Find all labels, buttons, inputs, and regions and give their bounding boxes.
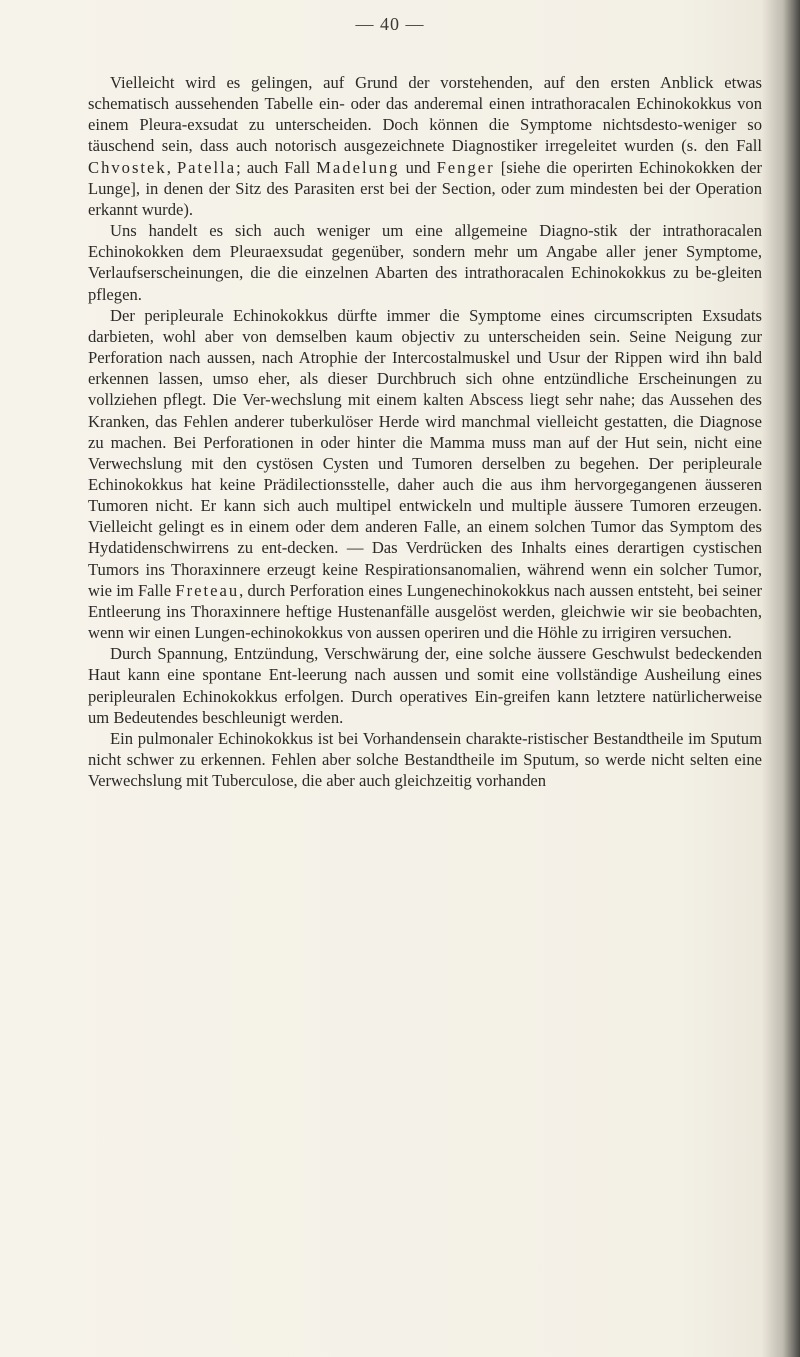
author-name: Patella <box>176 157 237 177</box>
text-segment: Durch Spannung, Entzündung, Verschwärung der, eine solche äussere Geschwulst bedeckenden Haut kann eine spontane Ent-leerung nach aussen und somit eine vollständige Ausheilung eines peripleuralen Echinokokkus erfolgen. Durch operatives Ein-greifen kann letztere natürlicherweise um Bedeutendes beschleunigt werden. <box>88 644 762 727</box>
author-name: Chvostek <box>88 157 167 177</box>
text-segment: [siehe die operirten Echinokokken der Lunge], in denen der Sitz des Parasiten erst bei der Section, oder zum mindesten bei der Operation erkannt wurde). <box>88 157 762 219</box>
author-name: Madelung <box>316 157 400 177</box>
page-number: — 40 — <box>355 14 425 34</box>
text-segment: , <box>166 157 177 177</box>
text-segment: und <box>399 157 437 177</box>
page-edge-shadow <box>762 0 800 1357</box>
text-segment: ; auch Fall <box>236 157 317 177</box>
body-text <box>88 72 762 791</box>
text-segment: Vielleicht wird es gelingen, auf Grund der vorstehenden, auf den ersten Anblick etwas schematisch aussehenden Tabelle ein- oder das anderemal einen intrathoracalen Echinokokkus von einem Pleura-exsudat zu unterscheiden. Doch können die Symptome nichtsdesto-weniger so täuschend sein, dass auch notorisch ausgezeichnete Diagnostiker irregeleitet wurden (s. den Fall <box>88 73 762 156</box>
author-name: Fenger <box>436 157 495 177</box>
text-segment: Uns handelt es sich auch weniger um eine allgemeine Diagno-stik der intrathoracalen Echinokokken dem Pleuraexsudat gegenüber, sondern mehr um Angabe aller jener Symptome, Verlaufserscheinungen, die die einzelnen Abarten des intrathoracalen Echinokokkus zu be-gleiten pflegen. <box>88 221 762 304</box>
text-segment: Ein pulmonaler Echinokokkus ist bei Vorhandensein charakte-ristischer Bestandtheile im Sputum nicht schwer zu erkennen. Fehlen aber solche Bestandtheile im Sputum, so werde nicht selten eine Verwechslung mit Tuberculose, die aber auch gleichzeitig vorhanden <box>88 728 762 791</box>
paragraph <box>88 72 762 220</box>
paragraph <box>88 728 762 791</box>
paragraph <box>88 220 762 305</box>
author-name: Freteau <box>175 580 240 600</box>
text-segment: Der peripleurale Echinokokkus dürfte immer die Symptome eines circumscripten Exsudats darbieten, wohl aber von demselben kaum objectiv zu unterscheiden sein. Seine Neigung zur Perforation nach aussen, nach Atrophie der Intercostalmuskel und Usur der Rippen wird ihn bald erkennen lassen, umso eher, als dieser Durchbruch sich ohne entzündliche Erscheinungen zu vollziehen pflegt. Die Ver-wechslung mit einem kalten Abscess liegt sehr nahe; das Aussehen des Kranken, das Fehlen anderer tuberkulöser Herde wird manchmal vielleicht gestatten, die Diagnose zu machen. Bei Perforationen in oder hinter die Mamma muss man auf der Hut sein, nicht eine Verwechslung mit den cystösen Cysten und Tumoren derselben zu begehen. Der peripleurale Echinokokkus hat keine Prädilectionsstelle, daher auch die aus ihm hervorgegangenen äusseren Tumoren nicht. Er kann sich auch multipel entwickeln und multiple äussere Tumoren erzeugen. Vielleicht gelingt es in einem oder dem anderen Falle, an einem solchen Tumor das Symptom des Hydatidenschwirrens zu ent-decken. — Das Verdrücken des Inhalts eines derartigen cystischen Tumors ins Thoraxinnere erzeugt keine Respirationsanomalien, während wenn ein solcher Tumor, wie im Falle <box>88 305 762 600</box>
text-segment: , durch Perforation eines Lungenechinokokkus nach aussen entsteht, bei seiner Entleerung ins Thoraxinnere heftige Hustenanfälle ausgelöst werden, gleichwie wir sie beobachten, wenn wir einen Lungen-echinokokkus von aussen operiren und die Höhle zu irrigiren versuchen. <box>88 580 762 643</box>
paragraph <box>88 643 762 728</box>
paragraph <box>88 305 762 644</box>
